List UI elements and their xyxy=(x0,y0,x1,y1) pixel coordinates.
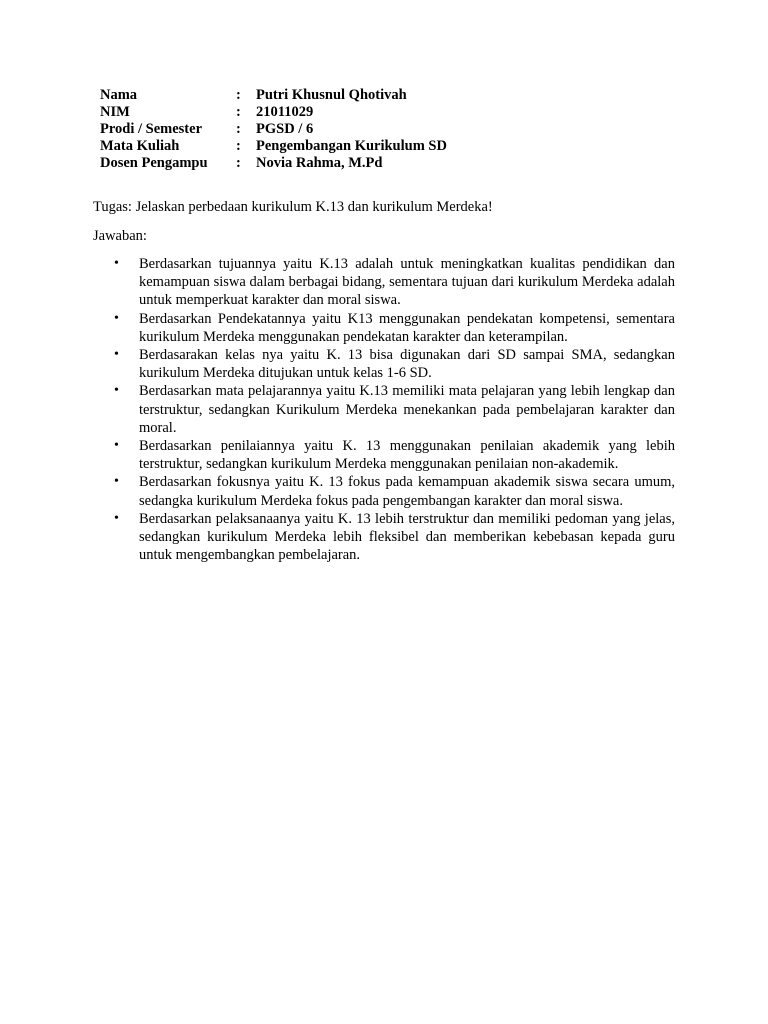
info-label: Dosen Pengampu xyxy=(100,155,208,171)
info-value: 21011029 xyxy=(256,104,314,120)
student-info-table xyxy=(100,87,447,172)
info-colon: : xyxy=(236,138,241,154)
list-item xyxy=(111,310,675,346)
list-item xyxy=(111,437,675,473)
list-item xyxy=(111,473,675,509)
answer-text: Berdasarkan Pendekatannya yaitu K13 menggunakan pendekatan kompetensi, sementara kurikulum Merdeka menggunakan pendekatan karakter dan keterampilan. xyxy=(139,310,675,345)
info-colon: : xyxy=(236,155,241,171)
info-row-nim xyxy=(100,104,447,121)
answer-text: Berdasarkan tujuannya yaitu K.13 adalah untuk meningkatkan kualitas pendidikan dan kemampuan siswa dalam berbagai bidang, sementara tujuan dari kurikulum Merdeka adalah untuk memperkuat karakter dan moral siswa. xyxy=(139,256,675,309)
bullet-icon: • xyxy=(114,256,119,271)
info-row-nama xyxy=(100,87,447,104)
info-row-mata-kuliah xyxy=(100,138,447,155)
info-row-prodi-semester xyxy=(100,121,447,138)
info-value: Putri Khusnul Qhotivah xyxy=(256,87,407,103)
info-colon: : xyxy=(236,87,241,103)
list-item xyxy=(111,255,675,310)
info-colon: : xyxy=(236,104,241,120)
bullet-icon: • xyxy=(114,347,119,363)
bullet-icon: • xyxy=(114,474,119,490)
answer-heading: Jawaban: xyxy=(93,228,147,244)
list-item xyxy=(111,510,675,565)
info-value: PGSD / 6 xyxy=(256,121,314,137)
answer-text: Berdasarakan kelas nya yaitu K. 13 bisa digunakan dari SD sampai SMA, sedangkan kurikulum Merdeka ditujukan untuk kelas 1-6 SD. xyxy=(139,347,675,382)
task-question: Tugas: Jelaskan perbedaan kurikulum K.13 dan kurikulum Merdeka! xyxy=(93,199,493,215)
info-value: Pengembangan Kurikulum SD xyxy=(256,138,447,154)
info-value: Novia Rahma, M.Pd xyxy=(256,155,383,171)
answer-text: Berdasarkan mata pelajarannya yaitu K.13 memiliki mata pelajaran yang lebih lengkap dan terstruktur, sedangkan Kurikulum Merdeka menekankan pada pembelajaran karakter dan moral. xyxy=(139,383,675,436)
info-label: NIM xyxy=(100,104,130,120)
info-row-dosen-pengampu xyxy=(100,155,447,172)
info-label: Prodi / Semester xyxy=(100,121,203,137)
bullet-icon: • xyxy=(114,310,119,326)
answer-list xyxy=(111,255,675,564)
answer-text: Berdasarkan fokusnya yaitu K. 13 fokus pada kemampuan akademik siswa secara umum, sedangka kurikulum Merdeka fokus pada pengembangan karakter dan moral siswa. xyxy=(139,474,675,509)
answer-text: Berdasarkan pelaksanaanya yaitu K. 13 lebih terstruktur dan memiliki pedoman yang jelas, sedangkan kurikulum Merdeka lebih fleksibel dan memberikan kebebasan kepada guru untuk mengembangkan pembelajaran. xyxy=(139,510,675,564)
info-colon: : xyxy=(236,121,241,137)
bullet-icon: • xyxy=(114,510,119,526)
info-label: Mata Kuliah xyxy=(100,138,180,154)
list-item xyxy=(111,346,675,382)
list-item xyxy=(111,382,675,437)
answer-text: Berdasarkan penilaiannya yaitu K. 13 menggunakan penilaian akademik yang lebih terstruktur, sedangkan kurikulum Merdeka menggunakan penilaian non-akademik. xyxy=(139,438,675,473)
bullet-icon: • xyxy=(114,383,119,399)
bullet-icon: • xyxy=(114,438,119,454)
info-label: Nama xyxy=(100,87,138,103)
